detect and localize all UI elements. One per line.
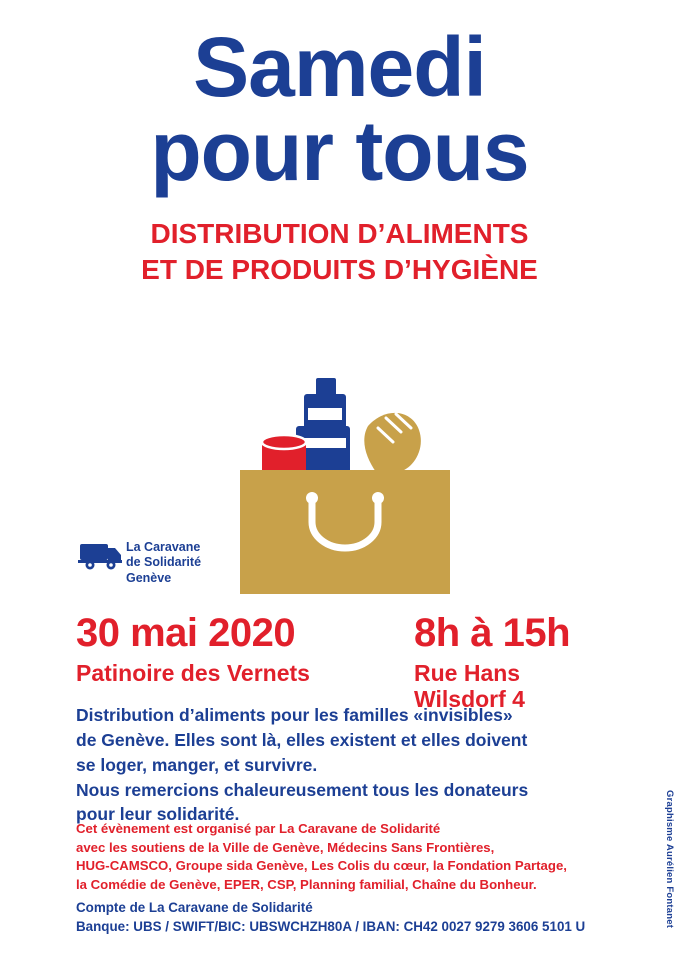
subtitle xyxy=(0,216,679,289)
title-line-1: Samedi xyxy=(193,20,486,114)
credits-text xyxy=(76,820,606,895)
title-line-2: pour tous xyxy=(150,104,529,199)
event-hours-address xyxy=(414,612,616,713)
credits-line-3: HUG-CAMSCO, Groupe sida Genève, Les Colis du cœur, la Fondation Partage, xyxy=(76,858,567,874)
bank-iban: Banque: UBS / SWIFT/BIC: UBSWCHZH80A / IBAN: CH42 0027 9279 3606 5101 U xyxy=(76,919,586,935)
event-date-venue xyxy=(76,612,310,686)
credits-line-2: avec les soutiens de la Ville de Genève, Médecins Sans Frontières, xyxy=(76,839,495,855)
credits-line-4: la Comédie de Genève, EPER, CSP, Planning familial, Chaîne du Bonheur. xyxy=(76,877,537,893)
bag-handle-hole-left xyxy=(306,492,318,504)
event-hours: 8h à 15h xyxy=(414,611,571,655)
body-line-4: Nous remercions chaleureusement tous les donateurs xyxy=(76,779,529,800)
grocery-bag-illustration xyxy=(200,318,490,598)
logo-text xyxy=(126,540,201,586)
event-venue: Patinoire des Vernets xyxy=(76,660,310,686)
carton-tall-cap xyxy=(316,378,336,396)
body-line-2: de Genève. Elles sont là, elles existent et elles doivent xyxy=(76,729,528,750)
logo-line-2: de Solidarité xyxy=(126,555,202,570)
body-text xyxy=(76,703,606,827)
bank-account-label: Compte de La Caravane de Solidarité xyxy=(76,900,313,915)
logo-line-1: La Caravane xyxy=(126,540,201,554)
bag-body xyxy=(240,470,450,594)
event-address: Rue Hans Wilsdorf 4 xyxy=(414,660,525,713)
bank-details xyxy=(76,898,616,937)
subtitle-line-1: DISTRIBUTION D’ALIMENTS xyxy=(150,218,529,249)
logo-line-3: Genève xyxy=(126,570,172,585)
body-line-3: se loger, manger, et survivre. xyxy=(76,754,318,775)
subtitle-line-2: ET DE PRODUITS D’HYGIÈNE xyxy=(141,254,538,286)
body-line-1: Distribution d’aliments pour les familles «invisibles» xyxy=(76,705,513,725)
bag-handle-hole-right xyxy=(372,492,384,504)
page-title xyxy=(0,20,679,199)
event-date: 30 mai 2020 xyxy=(76,611,296,655)
carton-tall-label xyxy=(308,408,342,420)
truck-icon xyxy=(78,538,124,574)
body-line-5: pour leur solidarité. xyxy=(76,804,240,825)
credits-line-1: Cet évènement est organisé par La Caravane de Solidarité xyxy=(76,821,441,836)
designer-credit: Graphisme Aurélien Fontanet xyxy=(664,790,675,929)
logo xyxy=(78,538,228,592)
